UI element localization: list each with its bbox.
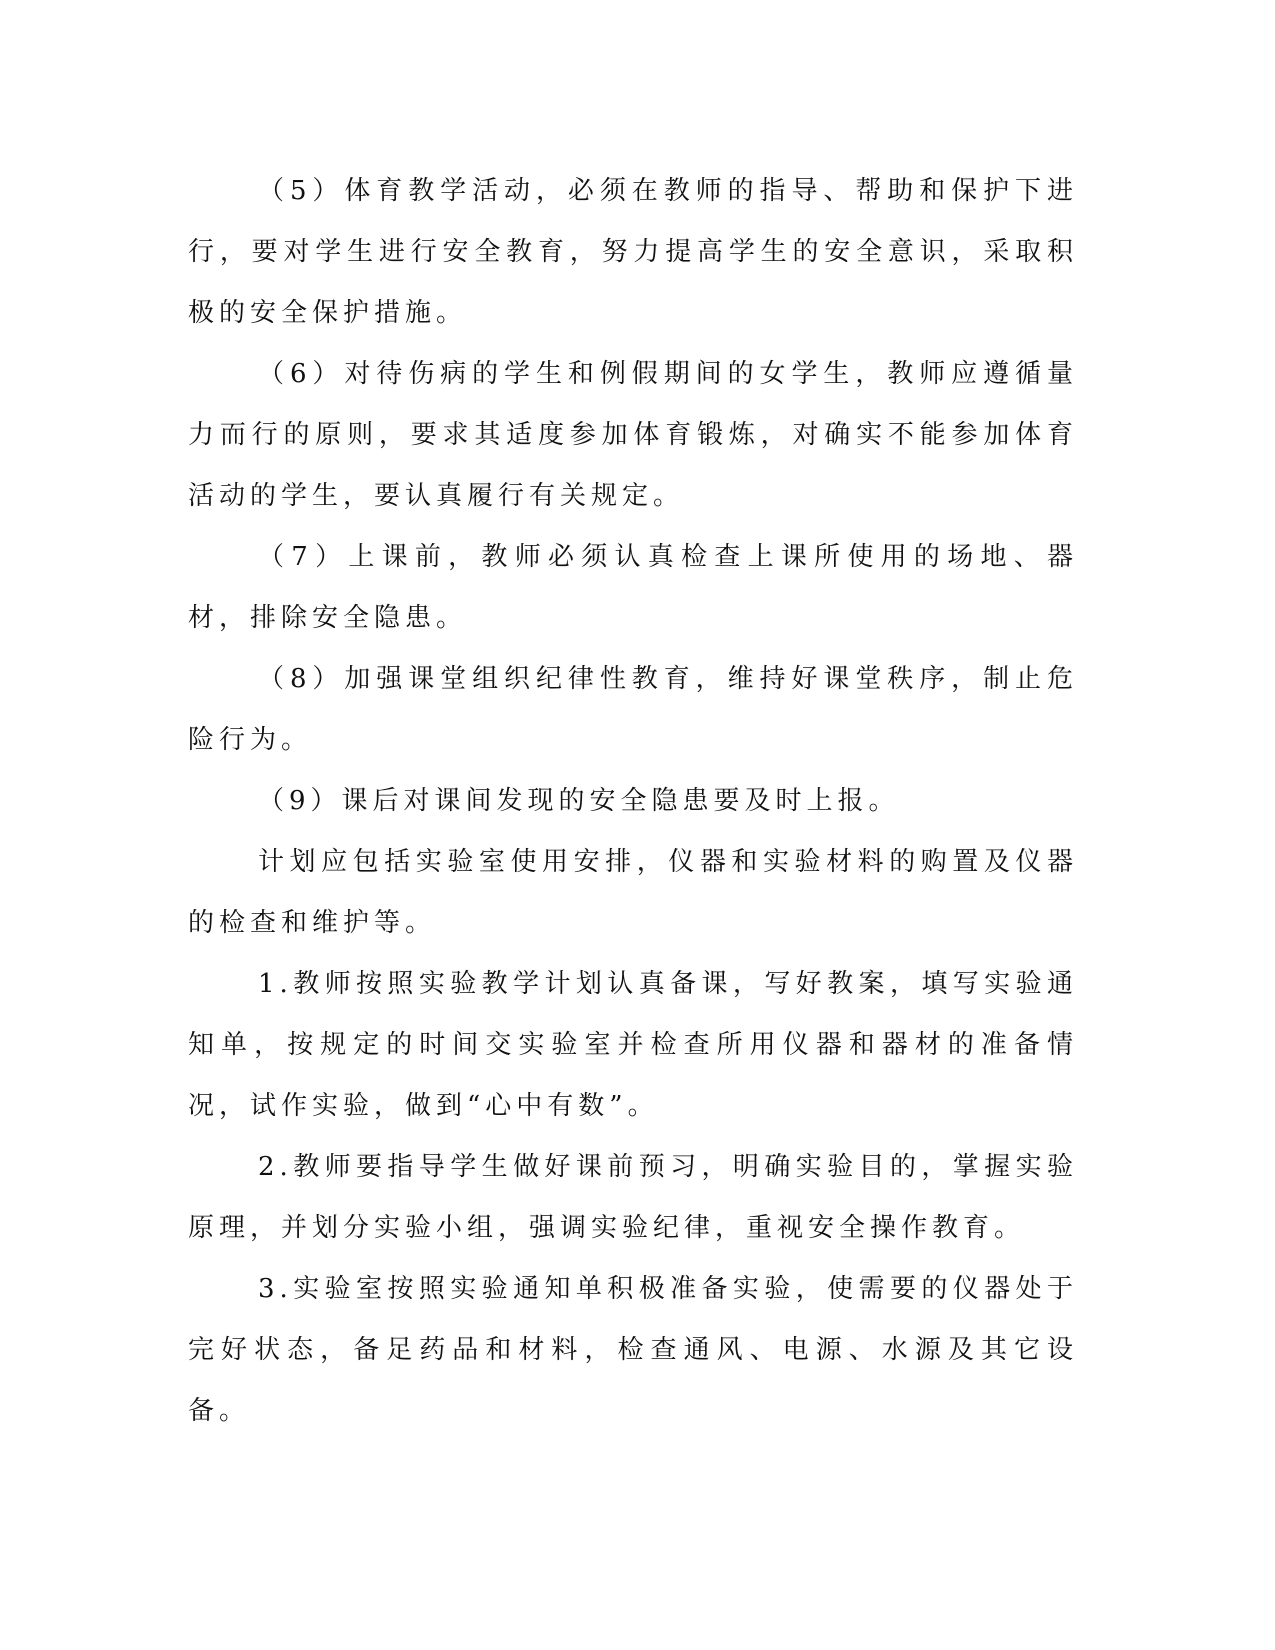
paragraph-sports-safety: （5）体育教学活动，必须在教师的指导、帮助和保护下进行，要对学生进行安全教育，努力提高学生的安全意识，采取积极的安全保护措施。 (188, 176, 1078, 328)
paragraph-injured-students: （6）对待伤病的学生和例假期间的女学生，教师应遵循量力而行的原则，要求其适度参加体育锻炼，对确实不能参加体育活动的学生，要认真履行有关规定。 (188, 359, 1078, 511)
paragraph-pre-class-check: （7）上课前，教师必须认真检查上课所使用的场地、器材，排除安全隐患。 (188, 542, 1078, 633)
paragraph-lab-item-1: 1.教师按照实验教学计划认真备课，写好教案，填写实验通知单，按规定的时间交实验室并检查所用仪器和器材的准备情况，试作实验，做到“心中有数”。 (188, 969, 1078, 1121)
paragraph-class-discipline: （8）加强课堂组织纪律性教育，维持好课堂秩序，制止危险行为。 (188, 664, 1078, 755)
paragraph-lab-item-2: 2.教师要指导学生做好课前预习，明确实验目的，掌握实验原理，并划分实验小组，强调实验纪律，重视安全操作教育。 (188, 1152, 1078, 1243)
document-body (188, 161, 1078, 1442)
paragraph-after-class-report: （9）课后对课间发现的安全隐患要及时上报。 (258, 786, 900, 816)
paragraph-lab-item-3: 3.实验室按照实验通知单积极准备实验，使需要的仪器处于完好状态，备足药品和材料，检查通风、电源、水源及其它设备。 (188, 1274, 1078, 1426)
paragraph-lab-plan: 计划应包括实验室使用安排，仪器和实验材料的购置及仪器的检查和维护等。 (188, 847, 1078, 938)
